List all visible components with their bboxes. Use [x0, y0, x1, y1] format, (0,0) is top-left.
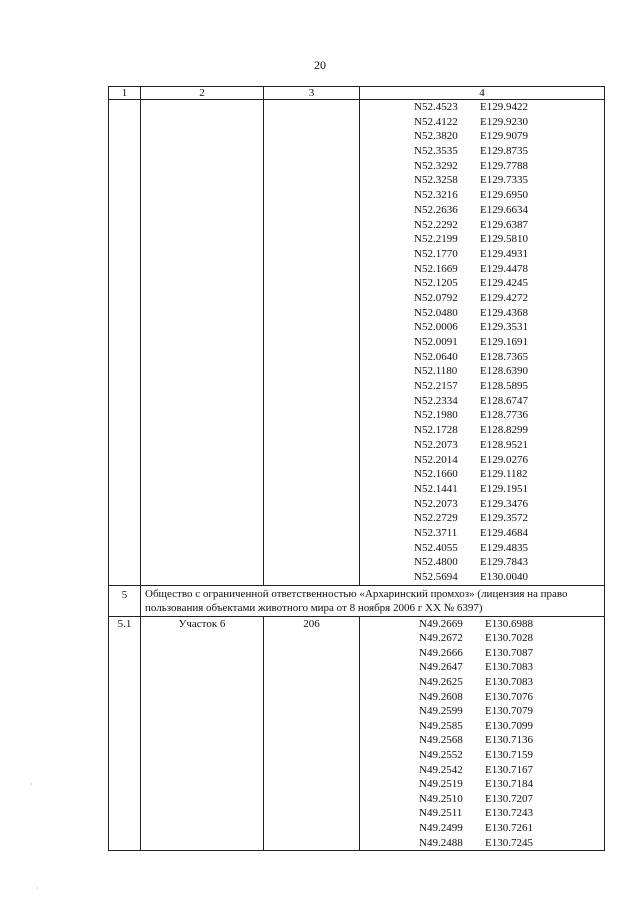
coordinate-row — [360, 306, 604, 321]
organization-description: Общество с ограниченной ответственностью «Архаринский промхоз» (лицензия на право пользования объектами животного мира от 8 ноября 2006 г XX № 6397) — [141, 585, 605, 616]
coordinate-row — [360, 467, 604, 482]
coordinate-row — [360, 763, 604, 778]
coordinate-row — [360, 247, 604, 262]
longitude: E129.9422 — [480, 101, 528, 113]
coordinate-row — [360, 350, 604, 365]
longitude: E128.6390 — [480, 365, 528, 378]
latitude: N52.0640 — [414, 350, 458, 363]
coordinate-row — [360, 364, 604, 379]
latitude: N52.3258 — [414, 174, 458, 187]
empty-cell — [264, 100, 360, 586]
coordinate-row — [360, 570, 604, 585]
latitude: N52.2334 — [414, 394, 458, 407]
empty-cell — [109, 100, 141, 586]
longitude: E129.9079 — [480, 130, 528, 143]
coordinate-row — [360, 335, 604, 350]
longitude: E129.4478 — [480, 262, 528, 275]
longitude: E128.5895 — [480, 380, 528, 393]
coordinate-row — [360, 526, 604, 541]
coordinate-row — [360, 806, 604, 821]
coordinate-row — [360, 218, 604, 233]
coordinate-row — [360, 423, 604, 438]
latitude: N49.2510 — [419, 792, 463, 805]
latitude: N49.2625 — [419, 676, 463, 689]
longitude: E129.7788 — [480, 159, 528, 172]
plot-name: Участок 6 — [141, 616, 264, 851]
longitude: E129.4835 — [480, 541, 528, 554]
coordinate-row — [360, 748, 604, 763]
latitude: N52.4523 — [414, 101, 458, 113]
longitude: E130.7261 — [485, 822, 533, 834]
coordinate-row — [360, 541, 604, 556]
latitude: N52.1669 — [414, 262, 458, 275]
longitude: E128.6747 — [480, 394, 528, 407]
latitude: N49.2511 — [419, 807, 463, 820]
longitude: E130.7245 — [485, 836, 533, 849]
longitude: E129.4245 — [480, 277, 528, 290]
longitude: E129.0276 — [480, 453, 528, 466]
latitude: N49.2542 — [419, 763, 463, 776]
section-number: 5 — [109, 585, 141, 616]
header-cell-3: 3 — [264, 87, 360, 100]
longitude: E129.7843 — [480, 556, 528, 569]
header-cell-2: 2 — [141, 87, 264, 100]
longitude: E129.6950 — [480, 189, 528, 202]
coordinate-row — [360, 159, 604, 174]
coordinate-row — [360, 631, 604, 646]
coordinate-row — [360, 188, 604, 203]
coordinate-row — [360, 262, 604, 277]
coordinate-row — [360, 511, 604, 526]
coordinate-row — [360, 394, 604, 409]
coordinate-row — [360, 675, 604, 690]
latitude: N52.3820 — [414, 130, 458, 143]
scan-mark: · — [30, 780, 33, 789]
coordinate-row — [360, 144, 604, 159]
latitude: N52.1441 — [414, 482, 458, 495]
latitude: N52.5694 — [414, 571, 458, 583]
longitude: E130.7167 — [485, 763, 533, 776]
latitude: N49.2568 — [419, 734, 463, 747]
coordinate-row — [360, 291, 604, 306]
longitude: E130.7136 — [485, 734, 533, 747]
longitude: E130.7028 — [485, 632, 533, 645]
latitude: N52.0006 — [414, 321, 458, 334]
latitude: N52.0792 — [414, 291, 458, 304]
latitude: N52.4800 — [414, 556, 458, 569]
latitude: N52.2014 — [414, 453, 458, 466]
longitude: E130.7076 — [485, 690, 533, 703]
latitude: N52.1660 — [414, 468, 458, 481]
latitude: N52.2729 — [414, 512, 458, 525]
latitude: N49.2669 — [419, 617, 463, 630]
longitude: E129.1182 — [480, 468, 528, 481]
scan-mark: · — [36, 884, 39, 893]
longitude: E130.7184 — [485, 778, 533, 791]
longitude: E130.7079 — [485, 705, 533, 718]
longitude: E130.0040 — [480, 571, 528, 583]
coordinates-table — [108, 86, 605, 851]
latitude: N52.2073 — [414, 438, 458, 451]
coordinate-row — [360, 646, 604, 661]
coordinate-row — [360, 379, 604, 394]
coordinate-row — [360, 129, 604, 144]
coordinate-row — [360, 115, 604, 130]
empty-cell — [141, 100, 264, 586]
longitude: E130.7099 — [485, 719, 533, 732]
coordinate-row — [360, 438, 604, 453]
longitude: E129.8735 — [480, 145, 528, 158]
longitude: E129.6634 — [480, 203, 528, 216]
page-number: 20 — [314, 58, 326, 72]
latitude: N52.2073 — [414, 497, 458, 510]
longitude: E128.7736 — [480, 409, 528, 422]
latitude: N52.1205 — [414, 277, 458, 290]
coordinate-row — [360, 792, 604, 807]
latitude: N49.2585 — [419, 719, 463, 732]
latitude: N52.1728 — [414, 424, 458, 437]
latitude: N52.1180 — [414, 365, 458, 378]
latitude: N49.2499 — [419, 822, 463, 834]
coordinate-list — [360, 616, 605, 851]
longitude: E130.7207 — [485, 792, 533, 805]
latitude: N52.2292 — [414, 218, 458, 231]
coordinate-list — [360, 100, 605, 586]
longitude: E129.7335 — [480, 174, 528, 187]
section-number: 5.1 — [109, 616, 141, 851]
coordinate-row — [360, 733, 604, 748]
latitude: N52.1770 — [414, 247, 458, 260]
coordinate-row — [360, 497, 604, 512]
coordinate-row — [360, 555, 604, 570]
longitude: E128.9521 — [480, 438, 528, 451]
coordinate-row — [360, 408, 604, 423]
longitude: E129.5810 — [480, 233, 528, 246]
table-row-section-5 — [109, 585, 605, 616]
longitude: E130.7083 — [485, 661, 533, 674]
coordinate-row — [360, 660, 604, 675]
latitude: N52.3292 — [414, 159, 458, 172]
longitude: E129.4684 — [480, 526, 528, 539]
latitude: N52.1980 — [414, 409, 458, 422]
longitude: E129.1951 — [480, 482, 528, 495]
coordinate-row — [360, 232, 604, 247]
coordinate-row — [360, 173, 604, 188]
longitude: E129.9230 — [480, 115, 528, 128]
header-cell-1: 1 — [109, 87, 141, 100]
latitude: N52.0480 — [414, 306, 458, 319]
latitude: N49.2608 — [419, 690, 463, 703]
longitude: E130.7159 — [485, 749, 533, 762]
latitude: N52.4122 — [414, 115, 458, 128]
latitude: N49.2672 — [419, 632, 463, 645]
latitude: N52.2199 — [414, 233, 458, 246]
latitude: N49.2666 — [419, 646, 463, 659]
latitude: N49.2599 — [419, 705, 463, 718]
header-cell-4: 4 — [360, 87, 605, 100]
coordinate-row — [360, 704, 604, 719]
longitude: E128.7365 — [480, 350, 528, 363]
longitude: E129.1691 — [480, 336, 528, 348]
latitude: N49.2552 — [419, 749, 463, 762]
coordinate-row — [360, 276, 604, 291]
longitude: E129.6387 — [480, 218, 528, 231]
coordinate-row — [360, 719, 604, 734]
longitude: E129.3476 — [480, 497, 528, 510]
table-header-row — [109, 87, 605, 100]
latitude: N49.2519 — [419, 778, 463, 791]
coordinate-row — [360, 453, 604, 468]
coordinate-row — [360, 821, 604, 836]
longitude: E130.7087 — [485, 646, 533, 659]
longitude: E130.7083 — [485, 676, 533, 689]
longitude: E129.4368 — [480, 306, 528, 319]
latitude: N52.3535 — [414, 145, 458, 158]
coordinate-row — [360, 836, 604, 851]
table-row — [109, 100, 605, 586]
latitude: N52.0091 — [414, 336, 458, 348]
table-row-section-5-1 — [109, 616, 605, 851]
longitude: E129.4272 — [480, 291, 528, 304]
coordinate-row — [360, 690, 604, 705]
longitude: E129.3531 — [480, 321, 528, 334]
coordinate-row — [360, 482, 604, 497]
longitude: E130.7243 — [485, 807, 533, 820]
latitude: N52.2636 — [414, 203, 458, 216]
latitude: N52.4055 — [414, 541, 458, 554]
longitude: E129.3572 — [480, 512, 528, 525]
coordinate-row — [360, 617, 604, 632]
coordinate-row — [360, 320, 604, 335]
latitude: N49.2488 — [419, 836, 463, 849]
latitude: N52.2157 — [414, 380, 458, 393]
longitude: E128.8299 — [480, 424, 528, 437]
longitude: E130.6988 — [485, 617, 533, 630]
latitude: N52.3711 — [414, 526, 458, 539]
coordinate-row — [360, 777, 604, 792]
plot-area: 206 — [264, 616, 360, 851]
latitude: N52.3216 — [414, 189, 458, 202]
coordinate-row — [360, 203, 604, 218]
latitude: N49.2647 — [419, 661, 463, 674]
coordinate-row — [360, 100, 604, 115]
longitude: E129.4931 — [480, 247, 528, 260]
